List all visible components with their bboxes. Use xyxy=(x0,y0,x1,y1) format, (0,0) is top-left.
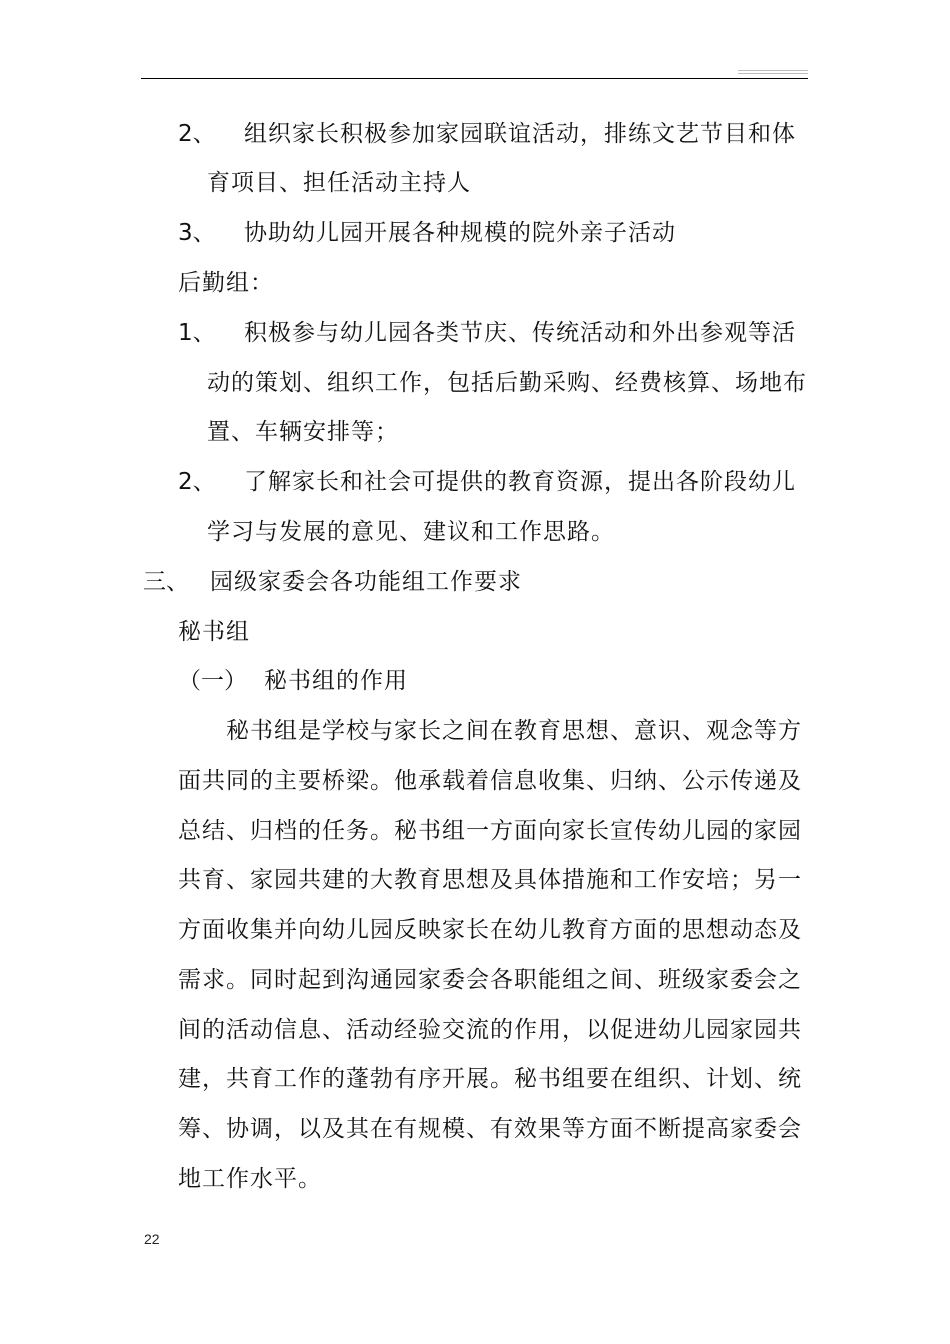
group-heading: 后勤组： xyxy=(178,270,274,296)
subheading-number: （一） xyxy=(178,668,247,694)
list-item-text: 组织家长积极参加家园联谊活动，排练文艺节目和体 xyxy=(244,121,796,147)
header-mark xyxy=(738,73,808,74)
list-item-number: 1、 xyxy=(178,320,216,346)
header-mark xyxy=(738,70,808,71)
paragraph-line: 地工作水平。 xyxy=(178,1166,322,1192)
paragraph-line: 共育、家园共建的大教育思想及具体措施和工作安培；另一 xyxy=(178,867,802,893)
group-heading: 秘书组 xyxy=(178,619,250,645)
paragraph-line: 需求。同时起到沟通园家委会各职能组之间、班级家委会之 xyxy=(178,967,802,993)
paragraph-line: 面共同的主要桥梁。他承载着信息收集、归纳、公示传递及 xyxy=(178,768,802,794)
list-item-number: 3、 xyxy=(178,220,216,246)
list-item-text: 育项目、担任活动主持人 xyxy=(207,170,471,196)
paragraph-line: 建，共育工作的蓬勃有序开展。秘书组要在组织、计划、统 xyxy=(178,1066,802,1092)
paragraph-line: 秘书组是学校与家长之间在教育思想、意识、观念等方 xyxy=(226,718,802,744)
list-item-text: 协助幼儿园开展各种规模的院外亲子活动 xyxy=(244,220,676,246)
list-item-number: 2、 xyxy=(178,121,216,147)
paragraph-line: 方面收集并向幼儿园反映家长在幼儿教育方面的思想动态及 xyxy=(178,917,802,943)
header-rule xyxy=(141,78,808,79)
paragraph-line: 筹、协调，以及其在有规模、有效果等方面不断提高家委会 xyxy=(178,1116,802,1142)
section-heading: 园级家委会各功能组工作要求 xyxy=(210,569,522,595)
paragraph-line: 总结、归档的任务。秘书组一方面向家长宣传幼儿园的家园 xyxy=(178,818,802,844)
section-number: 三、 xyxy=(143,569,189,595)
list-item-number: 2、 xyxy=(178,469,216,495)
list-item-text: 动的策划、组织工作，包括后勤采购、经费核算、场地布 xyxy=(207,370,807,396)
subheading-title: 秘书组的作用 xyxy=(264,668,408,694)
page-number: 22 xyxy=(144,1231,160,1247)
paragraph-line: 间的活动信息、活动经验交流的作用，以促进幼儿园家园共 xyxy=(178,1017,802,1043)
list-item-text: 积极参与幼儿园各类节庆、传统活动和外出参观等活 xyxy=(244,320,796,346)
list-item-text: 了解家长和社会可提供的教育资源，提出各阶段幼儿 xyxy=(244,469,796,495)
list-item-text: 置、车辆安排等； xyxy=(207,419,399,445)
list-item-text: 学习与发展的意见、建议和工作思路。 xyxy=(207,519,615,545)
